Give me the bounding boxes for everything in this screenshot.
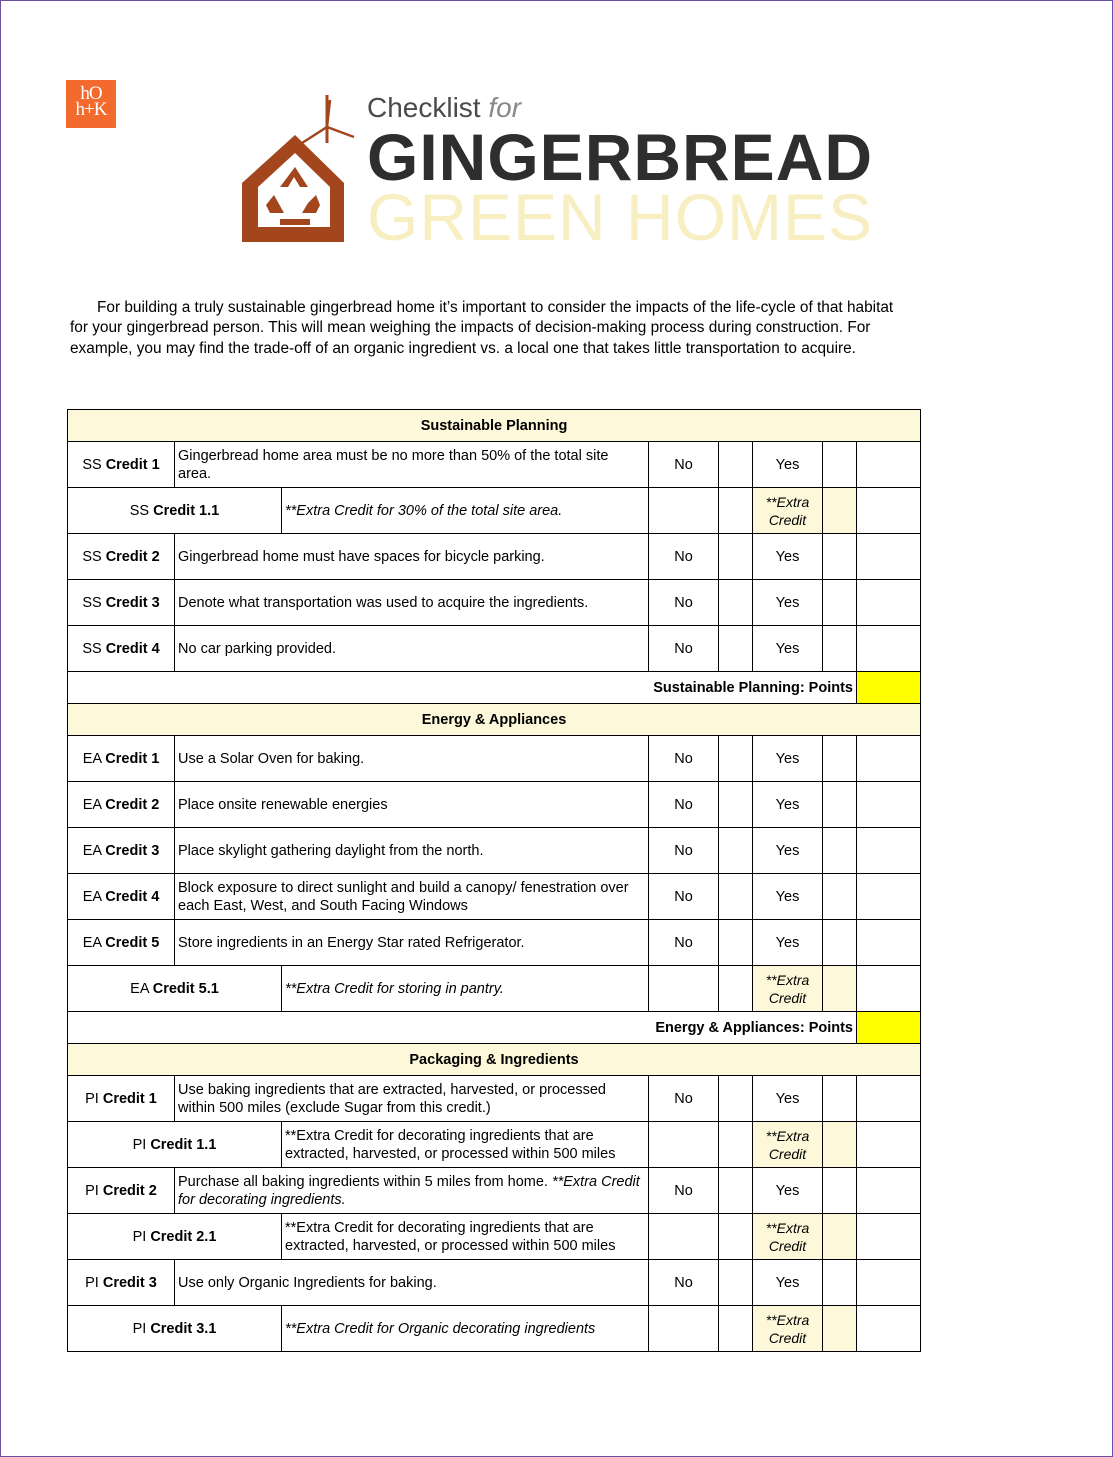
- no-label: No: [649, 920, 719, 966]
- extra-checkbox[interactable]: [823, 1214, 857, 1260]
- no-checkbox[interactable]: [719, 828, 753, 874]
- no-label: No: [649, 1168, 719, 1214]
- points-cell[interactable]: [857, 534, 921, 580]
- extra-credit-label: **Extra Credit: [753, 488, 823, 534]
- credit-description: Purchase all baking ingredients within 5 miles from home. **Extra Credit for decorating ingredients.: [175, 1168, 649, 1214]
- no-checkbox[interactable]: [719, 1122, 753, 1168]
- no-cell: [649, 488, 719, 534]
- yes-checkbox[interactable]: [823, 828, 857, 874]
- credit-description: Use only Organic Ingredients for baking.: [175, 1260, 649, 1306]
- yes-label: Yes: [753, 1168, 823, 1214]
- credit-id: PI Credit 2.1: [68, 1214, 282, 1260]
- section-header: [68, 704, 921, 736]
- no-checkbox[interactable]: [719, 442, 753, 488]
- yes-checkbox[interactable]: [823, 1168, 857, 1214]
- yes-label: Yes: [753, 874, 823, 920]
- points-label: Energy & Appliances: Points: [68, 1012, 857, 1044]
- extra-checkbox[interactable]: [823, 488, 857, 534]
- no-checkbox[interactable]: [719, 580, 753, 626]
- table-row: [68, 1260, 921, 1306]
- section-title: Packaging & Ingredients: [68, 1044, 921, 1076]
- section-title: Energy & Appliances: [68, 704, 921, 736]
- credit-description: No car parking provided.: [175, 626, 649, 672]
- logo-text-top: hO: [80, 83, 102, 104]
- credit-description: **Extra Credit for decorating ingredients that are extracted, harvested, or processed within 500 miles: [282, 1122, 649, 1168]
- credit-id: SS Credit 2: [68, 534, 175, 580]
- points-cell[interactable]: [857, 580, 921, 626]
- extra-credit-label: **Extra Credit: [753, 1122, 823, 1168]
- no-checkbox[interactable]: [719, 966, 753, 1012]
- credit-id: EA Credit 3: [68, 828, 175, 874]
- table-row: [68, 1122, 921, 1168]
- no-label: No: [649, 580, 719, 626]
- checklist-table: [67, 409, 921, 1352]
- credit-id: EA Credit 2: [68, 782, 175, 828]
- yes-label: Yes: [753, 580, 823, 626]
- no-label: No: [649, 534, 719, 580]
- no-label: No: [649, 736, 719, 782]
- table-row: [68, 1076, 921, 1122]
- credit-id: SS Credit 3: [68, 580, 175, 626]
- points-cell[interactable]: [857, 1306, 921, 1352]
- credit-description: **Extra Credit for storing in pantry.: [282, 966, 649, 1012]
- credit-id: SS Credit 4: [68, 626, 175, 672]
- no-cell: [649, 1122, 719, 1168]
- credit-description: **Extra Credit for Organic decorating ingredients: [282, 1306, 649, 1352]
- no-cell: [649, 1214, 719, 1260]
- extra-credit-label: **Extra Credit: [753, 966, 823, 1012]
- no-label: No: [649, 1260, 719, 1306]
- credit-id: EA Credit 1: [68, 736, 175, 782]
- no-checkbox[interactable]: [719, 874, 753, 920]
- no-label: No: [649, 782, 719, 828]
- no-label: No: [649, 626, 719, 672]
- points-row: [68, 1012, 921, 1044]
- points-cell[interactable]: [857, 1214, 921, 1260]
- table-row: [68, 874, 921, 920]
- table-row: [68, 736, 921, 782]
- credit-id: EA Credit 4: [68, 874, 175, 920]
- credit-description: Block exposure to direct sunlight and build a canopy/ fenestration over each East, West, and South Facing Windows: [175, 874, 649, 920]
- table-row: [68, 1214, 921, 1260]
- points-cell[interactable]: [857, 1076, 921, 1122]
- points-cell[interactable]: [857, 736, 921, 782]
- no-checkbox[interactable]: [719, 626, 753, 672]
- credit-description: Use a Solar Oven for baking.: [175, 736, 649, 782]
- credit-description: **Extra Credit for decorating ingredients that are extracted, harvested, or processed within 500 miles: [282, 1214, 649, 1260]
- no-checkbox[interactable]: [719, 920, 753, 966]
- no-cell: [649, 1306, 719, 1352]
- table-row: [68, 580, 921, 626]
- extra-checkbox[interactable]: [823, 966, 857, 1012]
- points-total-box[interactable]: [857, 1012, 921, 1044]
- points-cell[interactable]: [857, 966, 921, 1012]
- no-checkbox[interactable]: [719, 1260, 753, 1306]
- title-main: GINGERBREAD: [367, 120, 874, 194]
- extra-checkbox[interactable]: [823, 1122, 857, 1168]
- no-label: No: [649, 874, 719, 920]
- yes-checkbox[interactable]: [823, 442, 857, 488]
- credit-description: Place skylight gathering daylight from the north.: [175, 828, 649, 874]
- points-cell[interactable]: [857, 920, 921, 966]
- table-row: [68, 1306, 921, 1352]
- no-checkbox[interactable]: [719, 1168, 753, 1214]
- points-cell[interactable]: [857, 1122, 921, 1168]
- credit-description: Denote what transportation was used to acquire the ingredients.: [175, 580, 649, 626]
- table-row: [68, 1168, 921, 1214]
- no-checkbox[interactable]: [719, 1306, 753, 1352]
- yes-checkbox[interactable]: [823, 920, 857, 966]
- title-block: [367, 92, 874, 254]
- yes-label: Yes: [753, 920, 823, 966]
- yes-label: Yes: [753, 534, 823, 580]
- no-checkbox[interactable]: [719, 534, 753, 580]
- table-row: [68, 534, 921, 580]
- yes-checkbox[interactable]: [823, 874, 857, 920]
- credit-id: EA Credit 5: [68, 920, 175, 966]
- section-header: [68, 410, 921, 442]
- no-label: No: [649, 1076, 719, 1122]
- credit-id: SS Credit 1: [68, 442, 175, 488]
- yes-label: Yes: [753, 736, 823, 782]
- yes-label: Yes: [753, 442, 823, 488]
- no-label: No: [649, 442, 719, 488]
- credit-description: Place onsite renewable energies: [175, 782, 649, 828]
- points-cell[interactable]: [857, 488, 921, 534]
- no-checkbox[interactable]: [719, 1076, 753, 1122]
- intro-paragraph: For building a truly sustainable gingerbread home it’s important to consider the impacts of the life-cycle of that habitat for your gingerbread person. This will mean weighing the impacts of decision-making process during construction. For example, you may find the trade-off of an organic ingredient vs. a local one that takes little transportation to acquire.: [70, 299, 894, 357]
- yes-checkbox[interactable]: [823, 736, 857, 782]
- credit-id: PI Credit 3: [68, 1260, 175, 1306]
- table-row: [68, 442, 921, 488]
- no-label: No: [649, 828, 719, 874]
- points-cell[interactable]: [857, 1260, 921, 1306]
- section-title: Sustainable Planning: [68, 410, 921, 442]
- extra-credit-label: **Extra Credit: [753, 1306, 823, 1352]
- yes-checkbox[interactable]: [823, 1076, 857, 1122]
- points-row: [68, 672, 921, 704]
- points-cell[interactable]: [857, 874, 921, 920]
- yes-checkbox[interactable]: [823, 626, 857, 672]
- table-row: [68, 828, 921, 874]
- credit-description: Gingerbread home area must be no more than 50% of the total site area.: [175, 442, 649, 488]
- yes-checkbox[interactable]: [823, 534, 857, 580]
- yes-label: Yes: [753, 1260, 823, 1306]
- table-row: [68, 782, 921, 828]
- points-cell[interactable]: [857, 442, 921, 488]
- recycle-house-icon: [240, 95, 358, 245]
- extra-checkbox[interactable]: [823, 1306, 857, 1352]
- no-cell: [649, 966, 719, 1012]
- no-checkbox[interactable]: [719, 488, 753, 534]
- hok-logo: [66, 80, 116, 128]
- yes-label: Yes: [753, 626, 823, 672]
- credit-id: PI Credit 1.1: [68, 1122, 282, 1168]
- title-sub: GREEN HOMES: [367, 180, 874, 254]
- table-row: [68, 488, 921, 534]
- points-cell[interactable]: [857, 1168, 921, 1214]
- extra-credit-label: **Extra Credit: [753, 1214, 823, 1260]
- yes-checkbox[interactable]: [823, 782, 857, 828]
- credit-id: SS Credit 1.1: [68, 488, 282, 534]
- credit-description: Gingerbread home must have spaces for bicycle parking.: [175, 534, 649, 580]
- yes-checkbox[interactable]: [823, 1260, 857, 1306]
- points-label: Sustainable Planning: Points: [68, 672, 857, 704]
- points-cell[interactable]: [857, 626, 921, 672]
- table-row: [68, 920, 921, 966]
- credit-id: PI Credit 1: [68, 1076, 175, 1122]
- yes-checkbox[interactable]: [823, 580, 857, 626]
- logo-text-bottom: h+K: [75, 99, 107, 120]
- credit-id: EA Credit 5.1: [68, 966, 282, 1012]
- table-row: [68, 966, 921, 1012]
- points-total-box[interactable]: [857, 672, 921, 704]
- credit-id: PI Credit 2: [68, 1168, 175, 1214]
- title-prefix: Checklist for: [367, 92, 522, 123]
- no-checkbox[interactable]: [719, 782, 753, 828]
- yes-label: Yes: [753, 1076, 823, 1122]
- points-cell[interactable]: [857, 782, 921, 828]
- section-header: [68, 1044, 921, 1076]
- yes-label: Yes: [753, 782, 823, 828]
- no-checkbox[interactable]: [719, 1214, 753, 1260]
- points-cell[interactable]: [857, 828, 921, 874]
- yes-label: Yes: [753, 828, 823, 874]
- table-row: [68, 626, 921, 672]
- credit-description: Store ingredients in an Energy Star rated Refrigerator.: [175, 920, 649, 966]
- credit-description: **Extra Credit for 30% of the total site area.: [282, 488, 649, 534]
- credit-description: Use baking ingredients that are extracted, harvested, or processed within 500 miles (exclude Sugar from this credit.): [175, 1076, 649, 1122]
- no-checkbox[interactable]: [719, 736, 753, 782]
- credit-id: PI Credit 3.1: [68, 1306, 282, 1352]
